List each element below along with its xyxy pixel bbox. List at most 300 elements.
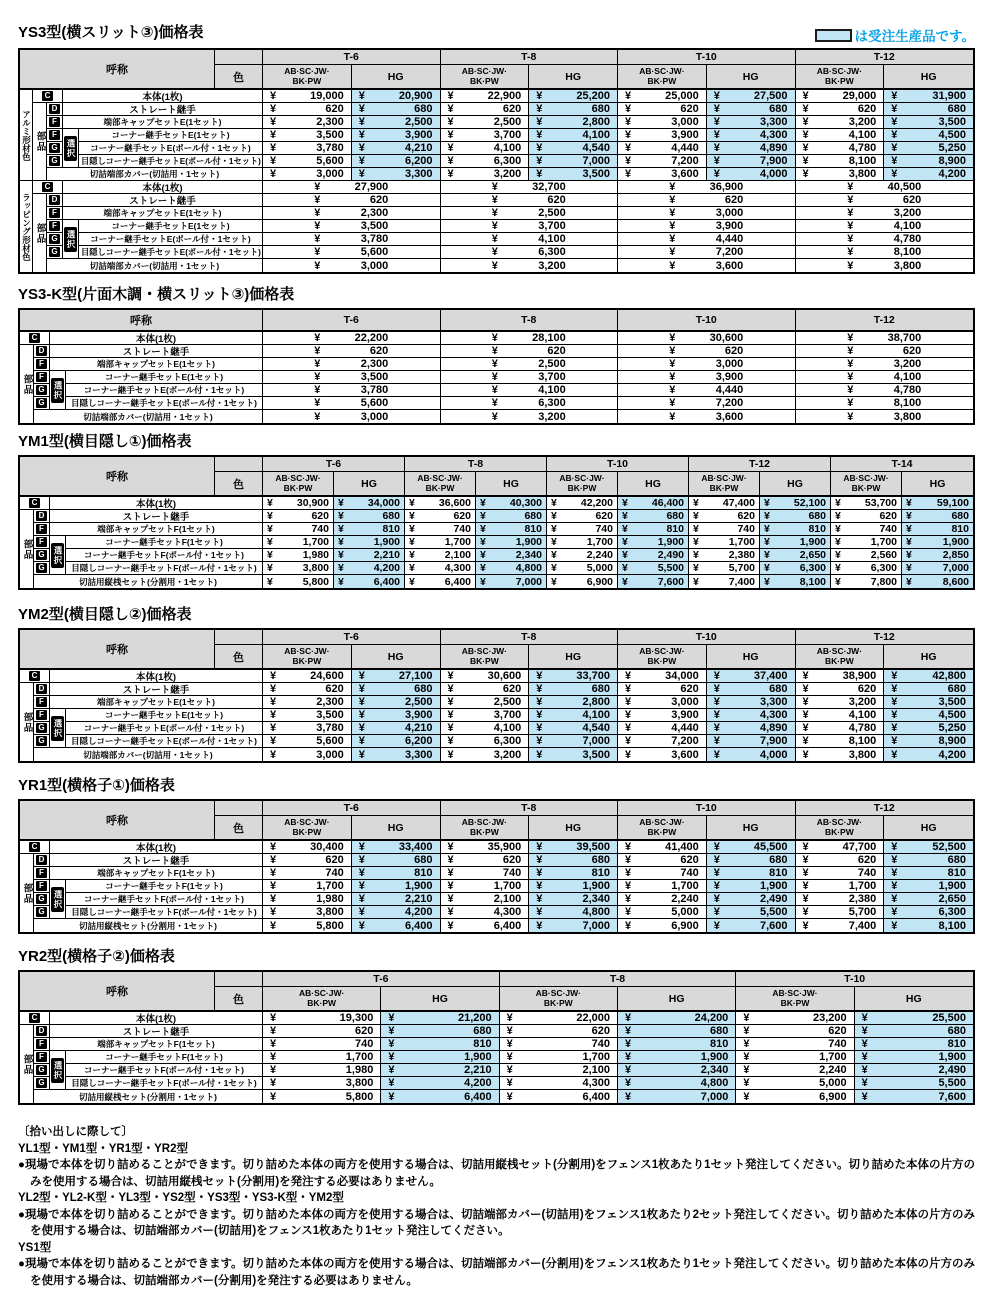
marker-badge: G	[36, 907, 47, 917]
price-cell-hg: ¥ 42,800	[884, 670, 973, 683]
price-cell-hg: ¥ 20,900	[352, 90, 441, 103]
price-cell: ¥ 30,600	[618, 332, 796, 345]
color-hg-header: HG	[529, 65, 618, 90]
price-cell-hg: ¥ 5,250	[884, 142, 973, 155]
price-cell-hg: ¥ 4,100	[529, 129, 618, 142]
price-cell-ab: ¥ 2,300	[263, 116, 352, 129]
price-cell-hg: ¥ 4,890	[707, 722, 796, 735]
marker-badge: G	[36, 1078, 47, 1088]
name-header: 呼称	[20, 972, 215, 1012]
marker-cell	[34, 906, 50, 919]
part-name-cell: コーナー継手セットF(ポール付・1セット)	[66, 549, 263, 562]
marker-cell	[34, 549, 50, 562]
price-cell-ab: ¥ 3,900	[618, 709, 707, 722]
price-cell-hg: ¥ 2,340	[476, 549, 547, 562]
color-ab-header: AB·SC·JW· BK·PW	[441, 65, 530, 90]
price-cell-ab: ¥ 19,000	[263, 90, 352, 103]
price-cell-hg: ¥ 680	[334, 510, 405, 523]
price-cell-hg: ¥ 2,650	[884, 893, 973, 906]
color-ab-header: AB·SC·JW· BK·PW	[547, 472, 618, 497]
part-name-cell: ストレート継手	[50, 345, 263, 358]
price-cell-ab: ¥ 620	[796, 683, 885, 696]
size-header: T-6	[263, 50, 441, 65]
marker-badge: D	[49, 195, 60, 205]
price-cell-ab: ¥ 24,600	[263, 670, 352, 683]
price-cell-ab: ¥ 30,400	[263, 841, 352, 854]
size-header: T-10	[547, 457, 689, 472]
price-cell-hg: ¥ 5,250	[884, 722, 973, 735]
price-cell: ¥ 2,500	[441, 207, 619, 220]
legend-text: は受注生産品です。	[854, 29, 975, 44]
price-cell-ab: ¥ 620	[441, 103, 530, 116]
marker-badge: G	[36, 723, 47, 733]
price-cell-hg: ¥ 680	[476, 510, 547, 523]
price-cell-hg: ¥ 27,100	[352, 670, 441, 683]
price-cell-hg: ¥ 810	[529, 867, 618, 880]
price-cell-ab: ¥ 2,240	[547, 549, 618, 562]
price-cell-ab: ¥ 2,240	[736, 1064, 854, 1077]
price-cell-ab: ¥ 6,900	[618, 919, 707, 932]
parts-cell: 部品	[20, 854, 34, 932]
price-cell-ab: ¥ 4,440	[618, 722, 707, 735]
price-cell-hg: ¥ 680	[618, 510, 689, 523]
size-header: T-6	[263, 310, 441, 332]
price-cell-hg: ¥ 2,500	[352, 696, 441, 709]
price-cell-ab: ¥ 6,900	[736, 1090, 854, 1103]
price-cell-hg: ¥ 46,400	[618, 497, 689, 510]
price-cell-ab: ¥ 1,700	[441, 880, 530, 893]
price-cell-ab: ¥ 3,800	[263, 906, 352, 919]
marker-cell	[34, 358, 50, 371]
part-name-cell: 本体(1枚)	[50, 1012, 263, 1025]
price-cell-hg: ¥ 4,300	[707, 129, 796, 142]
price-cell: ¥ 32,700	[441, 181, 619, 194]
color-header: 色	[215, 816, 263, 841]
color-ab-header: AB·SC·JW· BK·PW	[263, 987, 381, 1012]
price-cell-ab: ¥ 4,300	[405, 562, 476, 575]
price-cell-hg: ¥ 680	[618, 1025, 736, 1038]
price-cell-hg: ¥ 680	[707, 683, 796, 696]
price-cell: ¥ 620	[263, 194, 441, 207]
color-ab-header: AB·SC·JW· BK·PW	[736, 987, 854, 1012]
marker-cell	[47, 220, 63, 233]
price-cell-hg: ¥ 4,000	[707, 168, 796, 181]
price-cell-ab: ¥ 740	[263, 523, 334, 536]
price-cell-ab: ¥ 3,780	[263, 142, 352, 155]
marker-badge: C	[29, 1013, 40, 1023]
price-cell-ab: ¥ 41,400	[618, 841, 707, 854]
marker-cell	[34, 1077, 50, 1090]
price-cell: ¥ 620	[796, 194, 974, 207]
color-ab-header: AB·SC·JW· BK·PW	[831, 472, 902, 497]
part-name-cell: 端部キャップセットE(1セット)	[50, 358, 263, 371]
price-cell-hg: ¥ 4,800	[618, 1077, 736, 1090]
table-title-yr1: YR1型(横格子①)価格表	[18, 777, 175, 794]
price-cell-ab: ¥ 25,000	[618, 90, 707, 103]
size-header: T-10	[618, 310, 796, 332]
price-cell-ab: ¥ 3,500	[263, 709, 352, 722]
price-cell-ab: ¥ 29,000	[796, 90, 885, 103]
price-cell-ab: ¥ 6,400	[441, 919, 530, 932]
price-cell-hg: ¥ 680	[884, 683, 973, 696]
marker-badge: F	[36, 537, 47, 547]
price-cell-ab: ¥ 2,380	[796, 893, 885, 906]
price-cell-hg: ¥ 680	[884, 854, 973, 867]
price-cell-ab: ¥ 740	[831, 523, 902, 536]
price-cell-ab: ¥ 620	[689, 510, 760, 523]
marker-badge: F	[36, 868, 47, 878]
part-name-cell: 本体(1枚)	[63, 181, 263, 194]
price-cell: ¥ 4,100	[796, 220, 974, 233]
price-cell-hg: ¥ 31,900	[884, 90, 973, 103]
price-cell: ¥ 3,600	[618, 259, 796, 272]
price-cell-hg: ¥ 8,600	[902, 575, 973, 588]
price-cell-hg: ¥ 39,500	[529, 841, 618, 854]
price-cell-hg: ¥ 810	[855, 1038, 973, 1051]
size-header: T-6	[263, 630, 441, 645]
price-cell-ab: ¥ 1,700	[263, 880, 352, 893]
price-cell-ab: ¥ 5,000	[547, 562, 618, 575]
price-cell-hg: ¥ 6,400	[352, 919, 441, 932]
price-cell-ab: ¥ 3,200	[796, 696, 885, 709]
price-cell-ab: ¥ 620	[500, 1025, 618, 1038]
price-cell-hg: ¥ 7,000	[902, 562, 973, 575]
price-cell-hg: ¥ 810	[902, 523, 973, 536]
price-cell: ¥ 620	[796, 345, 974, 358]
table-title-ym1: YM1型(横目隠し①)価格表	[18, 433, 192, 450]
footnotes	[18, 1124, 976, 1289]
marker-cell	[47, 116, 63, 129]
price-cell-ab: ¥ 620	[796, 103, 885, 116]
part-name-cell: コーナー継手セットF(1セット)	[66, 536, 263, 549]
price-cell-ab: ¥ 740	[547, 523, 618, 536]
price-cell-hg: ¥ 1,900	[760, 536, 831, 549]
price-cell-hg: ¥ 2,210	[352, 893, 441, 906]
price-cell-ab: ¥ 620	[263, 103, 352, 116]
price-cell-ab: ¥ 1,700	[831, 536, 902, 549]
price-cell-ab: ¥ 38,900	[796, 670, 885, 683]
price-cell-ab: ¥ 1,980	[263, 549, 334, 562]
price-cell-hg: ¥ 680	[529, 683, 618, 696]
price-cell-hg: ¥ 810	[618, 1038, 736, 1051]
marker-badge: G	[36, 550, 47, 560]
price-cell: ¥ 3,200	[796, 358, 974, 371]
color-ab-header: AB·SC·JW· BK·PW	[441, 645, 530, 670]
price-cell-ab: ¥ 4,100	[796, 709, 885, 722]
price-cell-ab: ¥ 2,380	[689, 549, 760, 562]
price-cell-ab: ¥ 7,200	[618, 155, 707, 168]
marker-cell	[34, 510, 50, 523]
price-cell-hg: ¥ 2,800	[529, 696, 618, 709]
color-header: 色	[215, 987, 263, 1012]
price-cell: ¥ 5,600	[263, 246, 441, 259]
price-cell-ab: ¥ 6,300	[441, 735, 530, 748]
name-header: 呼称	[20, 801, 215, 841]
price-cell: ¥ 4,100	[441, 233, 619, 246]
price-cell: ¥ 40,500	[796, 181, 974, 194]
price-cell-ab: ¥ 4,100	[441, 722, 530, 735]
marker-cell	[20, 670, 50, 683]
size-header: T-10	[618, 801, 796, 816]
price-cell-ab: ¥ 34,000	[618, 670, 707, 683]
price-cell-hg: ¥ 4,300	[707, 709, 796, 722]
marker-cell	[47, 103, 63, 116]
color-hg-header: HG	[855, 987, 973, 1012]
size-header: T-12	[796, 801, 974, 816]
price-cell: ¥ 8,100	[796, 246, 974, 259]
price-cell-ab: ¥ 3,000	[618, 116, 707, 129]
part-name-cell: 目隠しコーナー継手セットE(ポール付・1セット)	[79, 246, 263, 259]
size-header: T-8	[441, 630, 619, 645]
price-cell-ab: ¥ 4,300	[441, 906, 530, 919]
price-cell-hg: ¥ 6,200	[352, 735, 441, 748]
price-cell-hg: ¥ 25,200	[529, 90, 618, 103]
price-cell-hg: ¥ 2,340	[618, 1064, 736, 1077]
color-ab-header: AB·SC·JW· BK·PW	[796, 65, 885, 90]
part-name-cell: 切詰用縦桟セット(分割用・1セット)	[34, 575, 263, 588]
part-name-cell: 目隠しコーナー継手セットE(ポール付・1セット)	[66, 397, 263, 410]
marker-cell	[34, 1025, 50, 1038]
parts-cell: 部品	[33, 194, 47, 272]
price-cell: ¥ 6,300	[441, 246, 619, 259]
marker-badge: F	[49, 117, 60, 127]
price-cell-ab: ¥ 5,000	[736, 1077, 854, 1090]
marker-cell	[34, 893, 50, 906]
part-name-cell: ストレート継手	[63, 194, 263, 207]
price-cell-hg: ¥ 1,900	[884, 880, 973, 893]
select-cell: 選択	[50, 709, 66, 748]
price-cell-ab: ¥ 7,400	[689, 575, 760, 588]
marker-badge: F	[36, 1052, 47, 1062]
marker-badge: F	[49, 221, 60, 231]
price-cell-ab: ¥ 2,100	[405, 549, 476, 562]
part-name-cell: コーナー継手セットE(1セット)	[79, 220, 263, 233]
price-cell-ab: ¥ 620	[618, 103, 707, 116]
price-cell-ab: ¥ 6,300	[441, 155, 530, 168]
price-cell-hg: ¥ 7,000	[529, 919, 618, 932]
color-hg-header: HG	[529, 645, 618, 670]
price-cell: ¥ 4,100	[441, 384, 619, 397]
part-name-cell: 端部キャップセットF(1セット)	[50, 1038, 263, 1051]
marker-cell	[34, 1051, 50, 1064]
color-hg-header: HG	[352, 645, 441, 670]
marker-badge: G	[36, 1065, 47, 1075]
size-header: T-12	[796, 50, 974, 65]
parts-cell: 部品	[20, 345, 34, 423]
size-header: T-10	[618, 50, 796, 65]
price-cell-hg: ¥ 34,000	[334, 497, 405, 510]
price-cell-hg: ¥ 3,500	[529, 168, 618, 181]
price-cell-ab: ¥ 620	[547, 510, 618, 523]
price-cell-hg: ¥ 4,200	[884, 168, 973, 181]
color-ab-header: AB·SC·JW· BK·PW	[263, 65, 352, 90]
part-name-cell: 端部キャップセットF(1セット)	[50, 523, 263, 536]
marker-badge: D	[49, 104, 60, 114]
footnote-models-1: YL1型・YM1型・YR1型・YR2型	[18, 1142, 188, 1155]
price-cell-hg: ¥ 6,200	[352, 155, 441, 168]
price-cell-hg: ¥ 810	[618, 523, 689, 536]
marker-badge: G	[36, 398, 47, 408]
price-cell-hg: ¥ 3,500	[884, 696, 973, 709]
price-cell-hg: ¥ 6,400	[381, 1090, 499, 1103]
color-hg-header: HG	[618, 987, 736, 1012]
price-cell-ab: ¥ 2,240	[618, 893, 707, 906]
price-cell: ¥ 7,200	[618, 397, 796, 410]
price-cell-hg: ¥ 2,210	[381, 1064, 499, 1077]
marker-cell	[20, 841, 50, 854]
price-cell-ab: ¥ 620	[736, 1025, 854, 1038]
price-cell-hg: ¥ 1,900	[476, 536, 547, 549]
size-header: T-12	[796, 630, 974, 645]
marker-cell	[47, 246, 63, 259]
price-cell: ¥ 7,200	[618, 246, 796, 259]
price-cell-hg: ¥ 2,490	[855, 1064, 973, 1077]
select-cell: 選択	[50, 880, 66, 919]
price-cell-ab: ¥ 7,800	[831, 575, 902, 588]
price-cell: ¥ 3,000	[263, 410, 441, 423]
marker-cell	[34, 880, 50, 893]
price-cell-ab: ¥ 3,600	[618, 168, 707, 181]
price-cell-ab: ¥ 2,560	[831, 549, 902, 562]
color-ab-header: AB·SC·JW· BK·PW	[618, 816, 707, 841]
price-cell: ¥ 3,800	[847, 410, 922, 423]
price-cell-ab: ¥ 42,200	[547, 497, 618, 510]
price-cell: ¥ 3,000	[618, 207, 796, 220]
footnote-note-2: ●現場で本体を切り詰めることができます。切り詰めた本体の両方を使用する場合は、切詰端部カバー(切詰用)をフェンス1枚あたり2セット発注してください。切り詰めた本体の片方のみを使用する場合は、切詰端部カバー(切詰用)をフェンス1枚あたり1セット発注してください。	[18, 1208, 976, 1237]
price-cell-ab: ¥ 740	[689, 523, 760, 536]
price-cell-ab: ¥ 5,800	[263, 919, 352, 932]
made-to-order-swatch	[815, 29, 852, 42]
color-ab-header: AB·SC·JW· BK·PW	[796, 816, 885, 841]
color-header-spacer	[215, 801, 263, 816]
price-cell-hg: ¥ 7,600	[707, 919, 796, 932]
marker-badge: F	[36, 359, 47, 369]
size-header: T-12	[796, 310, 974, 332]
marker-cell	[34, 854, 50, 867]
price-cell-ab: ¥ 4,440	[618, 142, 707, 155]
price-cell-hg: ¥ 1,900	[529, 880, 618, 893]
price-cell-hg: ¥ 4,500	[884, 709, 973, 722]
price-cell-ab: ¥ 620	[441, 683, 530, 696]
parts-cell: 部品	[20, 510, 34, 588]
price-cell: ¥ 3,200	[441, 410, 619, 423]
price-cell-ab: ¥ 53,700	[831, 497, 902, 510]
color-ab-header: AB·SC·JW· BK·PW	[263, 645, 352, 670]
price-cell-ab: ¥ 620	[831, 510, 902, 523]
marker-cell	[34, 397, 50, 410]
price-cell-hg: ¥ 680	[352, 683, 441, 696]
price-cell-hg: ¥ 1,900	[902, 536, 973, 549]
price-cell-ab: ¥ 19,300	[263, 1012, 381, 1025]
price-cell-hg: ¥ 3,500	[884, 116, 973, 129]
price-cell-ab: ¥ 5,600	[263, 155, 352, 168]
price-cell: ¥ 3,900	[618, 371, 796, 384]
price-cell-hg: ¥ 59,100	[902, 497, 973, 510]
marker-cell	[47, 194, 63, 207]
price-cell-ab: ¥ 3,700	[441, 129, 530, 142]
price-cell-ab: ¥ 4,780	[796, 722, 885, 735]
size-header: T-8	[441, 801, 619, 816]
part-name-cell: コーナー継手セットE(ポール付・1セット)	[79, 233, 263, 246]
marker-badge: D	[36, 855, 47, 865]
marker-badge: F	[36, 1039, 47, 1049]
price-cell-hg: ¥ 680	[529, 103, 618, 116]
price-cell-hg: ¥ 1,900	[707, 880, 796, 893]
price-cell-hg: ¥ 40,300	[476, 497, 547, 510]
select-cell: 選択	[50, 536, 66, 575]
marker-badge: C	[29, 333, 40, 343]
marker-badge: F	[36, 881, 47, 891]
part-name-cell: 切詰用縦桟セット(分割用・1セット)	[34, 1090, 263, 1103]
price-cell-ab: ¥ 620	[263, 510, 334, 523]
marker-badge: F	[36, 710, 47, 720]
price-cell-ab: ¥ 740	[441, 867, 530, 880]
price-cell: ¥ 22,200	[263, 332, 441, 345]
price-cell-ab: ¥ 1,700	[736, 1051, 854, 1064]
part-name-cell: 切詰端部カバー(切詰用・1セット)	[47, 259, 263, 272]
price-cell-ab: ¥ 30,600	[441, 670, 530, 683]
price-cell: ¥ 3,500	[263, 371, 441, 384]
price-cell-hg: ¥ 52,100	[760, 497, 831, 510]
marker-badge: F	[49, 130, 60, 140]
price-cell-hg: ¥ 2,650	[760, 549, 831, 562]
price-cell-ab: ¥ 23,200	[736, 1012, 854, 1025]
price-cell-hg: ¥ 7,000	[529, 735, 618, 748]
price-cell-hg: ¥ 680	[884, 103, 973, 116]
price-cell-hg: ¥ 4,200	[352, 906, 441, 919]
marker-cell	[33, 90, 63, 103]
color-header-spacer	[215, 630, 263, 645]
price-cell-ab: ¥ 5,800	[263, 575, 334, 588]
marker-cell	[34, 371, 50, 384]
price-cell-hg: ¥ 810	[884, 867, 973, 880]
price-cell-hg: ¥ 4,540	[529, 142, 618, 155]
marker-badge: F	[36, 524, 47, 534]
price-cell-hg: ¥ 810	[381, 1038, 499, 1051]
price-cell-hg: ¥ 1,900	[618, 536, 689, 549]
price-cell: ¥ 3,200	[441, 259, 619, 272]
marker-badge: C	[29, 842, 40, 852]
color-hg-header: HG	[476, 472, 547, 497]
price-cell-ab: ¥ 620	[263, 854, 352, 867]
price-cell-ab: ¥ 3,000	[263, 748, 352, 761]
price-cell: ¥ 28,100	[441, 332, 619, 345]
color-hg-header: HG	[352, 65, 441, 90]
price-cell-hg: ¥ 680	[707, 103, 796, 116]
marker-cell	[34, 536, 50, 549]
footnote-heading: 〔拾い出しに際して〕	[18, 1126, 133, 1138]
price-cell-ab: ¥ 22,900	[441, 90, 530, 103]
price-cell-ab: ¥ 1,700	[547, 536, 618, 549]
part-name-cell: コーナー継手セットF(ポール付・1セット)	[66, 893, 263, 906]
color-ab-header: AB·SC·JW· BK·PW	[796, 645, 885, 670]
part-name-cell: コーナー継手セットE(ポール付・1セット)	[66, 722, 263, 735]
color-hg-header: HG	[760, 472, 831, 497]
price-cell-ab: ¥ 740	[736, 1038, 854, 1051]
marker-cell	[20, 497, 50, 510]
price-cell-ab: ¥ 3,200	[796, 116, 885, 129]
part-name-cell: ストレート継手	[50, 854, 263, 867]
price-cell-hg: ¥ 4,200	[381, 1077, 499, 1090]
color-hg-header: HG	[707, 65, 796, 90]
marker-badge: F	[36, 697, 47, 707]
price-cell: ¥ 4,780	[796, 233, 974, 246]
part-name-cell: コーナー継手セットE(1セット)	[66, 371, 263, 384]
price-cell-ab: ¥ 1,700	[405, 536, 476, 549]
price-cell-ab: ¥ 3,600	[618, 748, 707, 761]
price-cell-ab: ¥ 620	[618, 683, 707, 696]
price-cell-hg: ¥ 6,400	[334, 575, 405, 588]
